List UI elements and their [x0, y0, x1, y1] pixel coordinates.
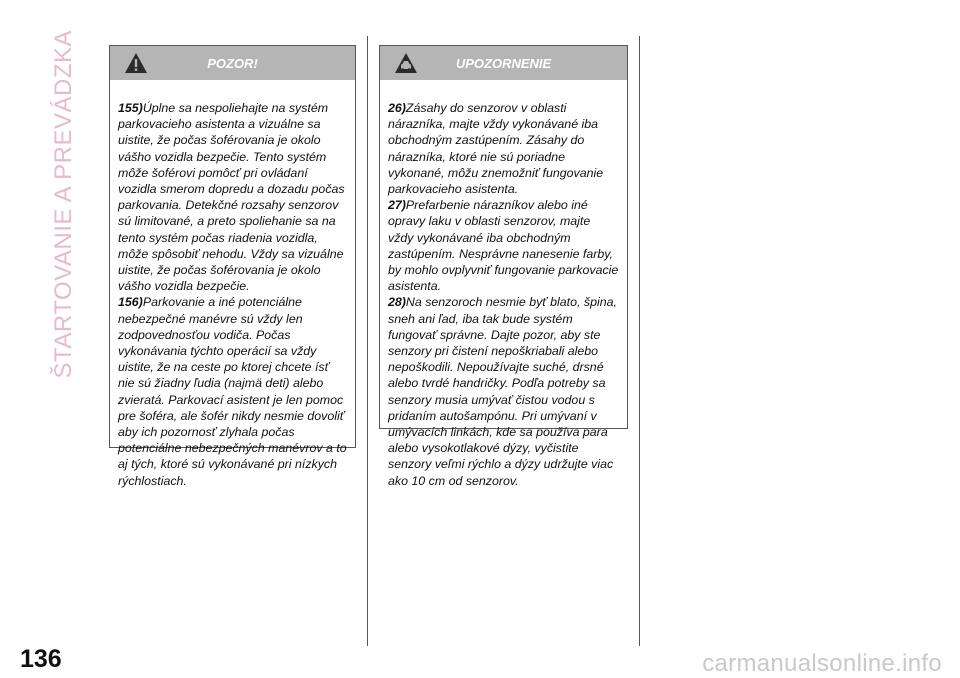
- note-text: Na senzoroch nesmie byť blato, špina, sneh ani ľad, iba tak bude systém fungovať správne. Dajte pozor, aby ste senzory pri čistení nepoškriabali alebo nepoškodili. Nepoužívajte suché, drsné alebo tvrdé handričky. Podľa potreby sa senzory musia umývať čistou vodou s pridaním autošampónu. Pri umývaní v umývacích linkách, kde sa používa para alebo vysokotlakové dýzy, vyčistite senzory veľmi rýchlo a dýzy udržujte viac ako 10 cm od senzorov.: [388, 295, 617, 488]
- note-number: 156): [118, 295, 143, 310]
- note-number: 155): [118, 101, 143, 115]
- note-number: 27): [388, 198, 406, 213]
- caution-box-header: [380, 46, 627, 80]
- note-26: [388, 100, 619, 197]
- watermark-text: carmanualsonline.info: [702, 650, 942, 677]
- note-number: 26): [388, 101, 406, 115]
- column-divider: [367, 36, 368, 646]
- note-27: [388, 197, 619, 294]
- note-text: Zásahy do senzorov v oblasti nárazníka, majte vždy vykonávané iba obchodným zastúpením. Zásahy do nárazníka, ktoré nie sú poriadne vykonané, môžu znemožniť fungovanie parkovacieho asistenta.: [388, 101, 604, 197]
- caution-box: [379, 45, 628, 488]
- warning-box-header: [110, 46, 355, 80]
- warning-box: [109, 45, 356, 488]
- note-text: Úplne sa nespoliehajte na systém parkovacieho asistenta a vizuálne sa uistite, že počas šoférovania je okolo vášho vozidla bezpečie. Tento systém môže šoférovi pomôcť pri ovládaní vozidla smerom dopredu a dozadu počas parkovania. Detekčné rozsahy senzorov sú limitované, a preto spoliehanie sa na tento systém počas riadenia vozidla, môže spôsobiť nehodu. Vždy sa vizuálne uistite, že počas šoférovania je okolo vášho vozidla bezpečie.: [118, 101, 345, 294]
- car-caution-icon: [394, 52, 418, 74]
- caution-box-body: [380, 80, 627, 497]
- page-number: 136: [20, 645, 62, 673]
- note-28: [388, 294, 619, 488]
- column-divider-right: [639, 36, 640, 646]
- note-155: [118, 100, 347, 294]
- warning-triangle-icon: [124, 52, 148, 74]
- note-text: Prefarbenie nárazníkov alebo iné opravy laku v oblasti senzorov, majte vždy vykonávané iba obchodným zastúpením. Nesprávne nanesenie farby, by mohlo ovplyvniť fungovanie parkovacie asistenta.: [388, 198, 619, 294]
- note-156: [118, 294, 347, 488]
- section-side-title: ŠTARTOVANIE A PREVÁDZKA: [50, 30, 77, 379]
- note-number: 28): [388, 295, 406, 310]
- caution-box-title: UPOZORNENIE: [455, 55, 552, 71]
- note-text: Parkovanie a iné potenciálne nebezpečné manévre sú vždy len zodpovednosťou vodiča. Počas vykonávania týchto operácií sa vždy uistite, že na ceste po ktorej chcete ísť nie sú žiadny ľudia (najmä deti) alebo zvieratá. Parkovací asistent je len pomoc pre šoféra, ale šofér nikdy nesmie dovoliť aby ich pozornosť zlyhala počas potenciálne nebezpečných manévrov a to aj tých, ktoré sú vykonávané pri nízkych rýchlostiach.: [118, 295, 347, 488]
- warning-box-body: [110, 80, 355, 497]
- warning-box-title: POZOR!: [207, 55, 258, 71]
